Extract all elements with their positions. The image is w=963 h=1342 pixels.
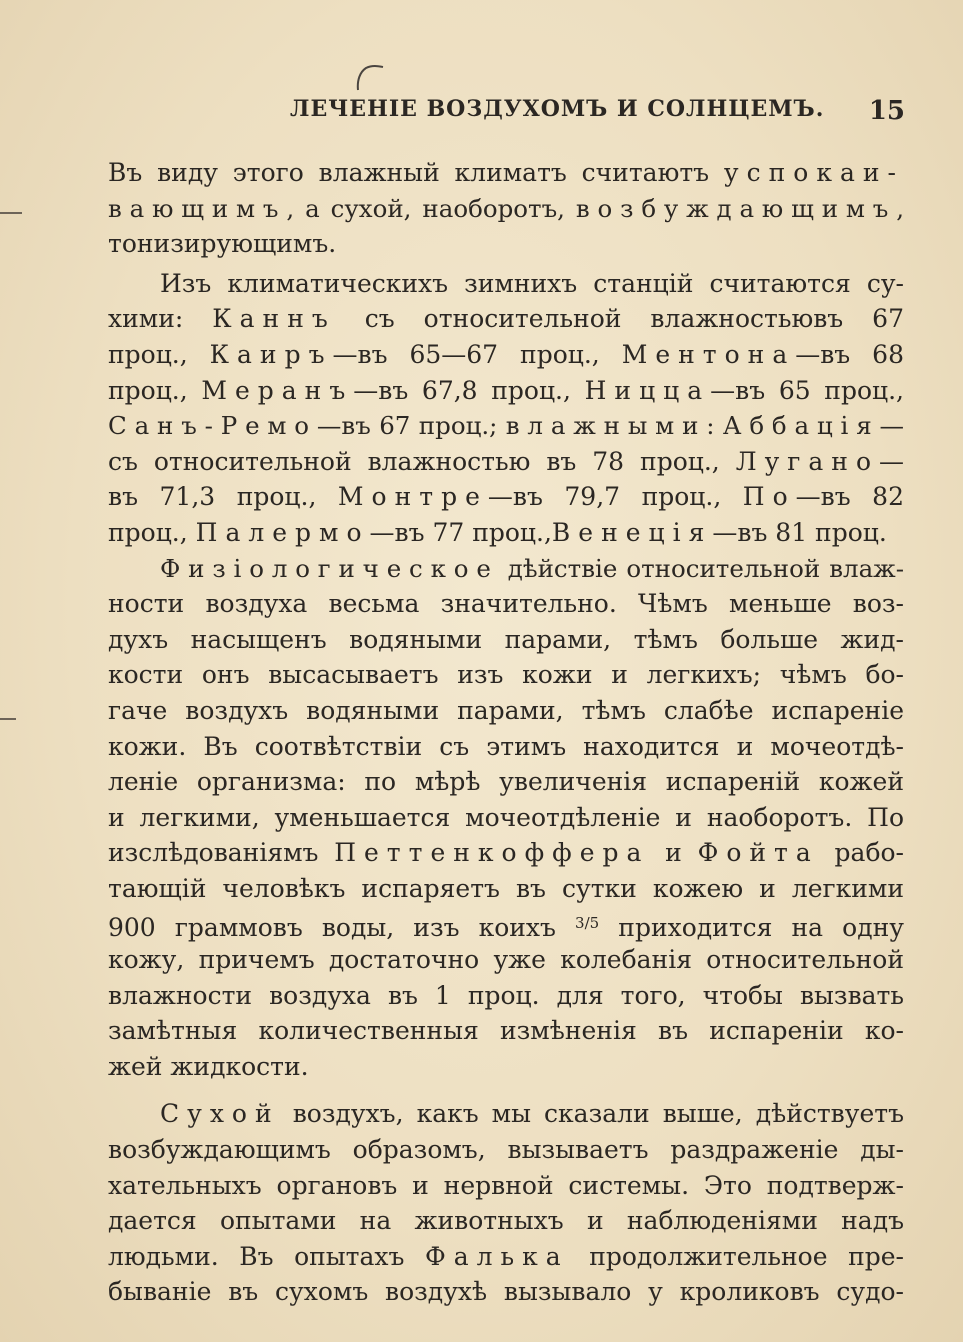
text-line: проц., Меранъ—въ 67,8 проц., Ницца—въ 65 проц., bbox=[108, 375, 904, 405]
text-line: въ 71,3 проц., Монтре—въ 79,7 проц., По—въ 82 bbox=[108, 482, 904, 512]
paragraph bbox=[108, 1096, 904, 1310]
text-line: людьми. Въ опытахъ Фалька продолжительное пре- bbox=[108, 1241, 904, 1271]
text-line: проц., Палермо—въ 77 проц.,Венеція—въ 81 проц. bbox=[108, 517, 887, 547]
text-line: влажности воздуха въ 1 проц. для того, чтобы вызвать bbox=[108, 980, 904, 1010]
paragraph bbox=[108, 155, 904, 262]
text-line: духъ насыщенъ водяными парами, тѣмъ больше жид- bbox=[108, 624, 904, 654]
text-line: проц., Каиръ—въ 65—67 проц., Ментона—въ 68 bbox=[108, 339, 904, 369]
text-line: 900 граммовъ воды, изъ коихъ $^{3/5}$ приходится на одну bbox=[108, 913, 904, 943]
text-line: и легкими, уменьшается мочеотдѣленіе и наоборотъ. По bbox=[108, 802, 904, 832]
text-line: хательныхъ органовъ и нервной системы. Это подтверж- bbox=[108, 1170, 904, 1200]
fraction: 3/5 bbox=[575, 914, 600, 933]
body-text bbox=[108, 155, 904, 1310]
text-line: хими: Каннъ съ относительной влажностьювъ 67 bbox=[108, 304, 904, 334]
text-line: быванiе въ сухомъ воздухѣ вызывало у кроликовъ судо- bbox=[108, 1277, 904, 1307]
text-line: замѣтныя количественныя измѣненія въ испареніи ко- bbox=[108, 1016, 904, 1046]
text-line: гаче воздухъ водяными парами, тѣмъ слабѣе испареніе bbox=[108, 695, 904, 725]
paragraph bbox=[108, 551, 904, 1085]
paragraph bbox=[108, 266, 904, 551]
text-line: Въ виду этого влажный климатъ считаютъ успокаи- bbox=[108, 158, 904, 187]
text-line: Сухой воздухъ, какъ мы сказали выше, дѣйствуетъ bbox=[160, 1099, 904, 1129]
text-line: тающій человѣкъ испаряетъ въ сутки кожею и легкими bbox=[108, 873, 904, 903]
text-line: кожу, причемъ достаточно уже колебанія относительной bbox=[108, 945, 904, 975]
text-line: вающимъ, а сухой, наоборотъ, возбуждающимъ, bbox=[108, 193, 904, 223]
text-line: кости онъ высасываетъ изъ кожи и легкихъ; чѣмъ бо- bbox=[108, 660, 904, 690]
page-header bbox=[290, 96, 905, 132]
text-line: съ относительной влажностью въ 78 проц., Лугано— bbox=[108, 446, 904, 476]
margin-mark bbox=[0, 718, 16, 720]
pencil-mark-icon bbox=[352, 62, 386, 92]
text-line: дается опытами на животныхъ и наблюденіями надъ bbox=[108, 1206, 904, 1236]
text-line: изслѣдованіямъ Петтенкоффера и Фойта рабо- bbox=[108, 838, 904, 868]
text-line: ности воздуха весьма значительно. Чѣмъ меньше воз- bbox=[108, 589, 904, 619]
text-line: Изъ климатическихъ зимнихъ станцій считаются су- bbox=[160, 268, 904, 298]
text-line: жей жидкости. bbox=[108, 1051, 309, 1081]
text-line: кожи. Въ соотвѣтствіи съ этимъ находится и мочеотдѣ- bbox=[108, 731, 904, 761]
page-number: 15 bbox=[868, 96, 905, 126]
text-line: Санъ-Ремо—въ 67 проц.; влажными: Аббація— bbox=[108, 411, 905, 441]
text-line: Физіологическое дѣйствіе относительной влаж- bbox=[160, 553, 904, 583]
running-head: ЛЕЧЕНІЕ ВОЗДУХОМЪ И СОЛНЦЕМЪ. bbox=[290, 96, 825, 122]
margin-mark bbox=[0, 212, 22, 214]
text-line: возбуждающимъ образомъ, вызываетъ раздраженіе ды- bbox=[108, 1135, 904, 1165]
text-line: тонизирующимъ. bbox=[108, 229, 337, 259]
text-line: леніе организма: по мѣрѣ увеличенія испареній кожей bbox=[108, 767, 904, 797]
